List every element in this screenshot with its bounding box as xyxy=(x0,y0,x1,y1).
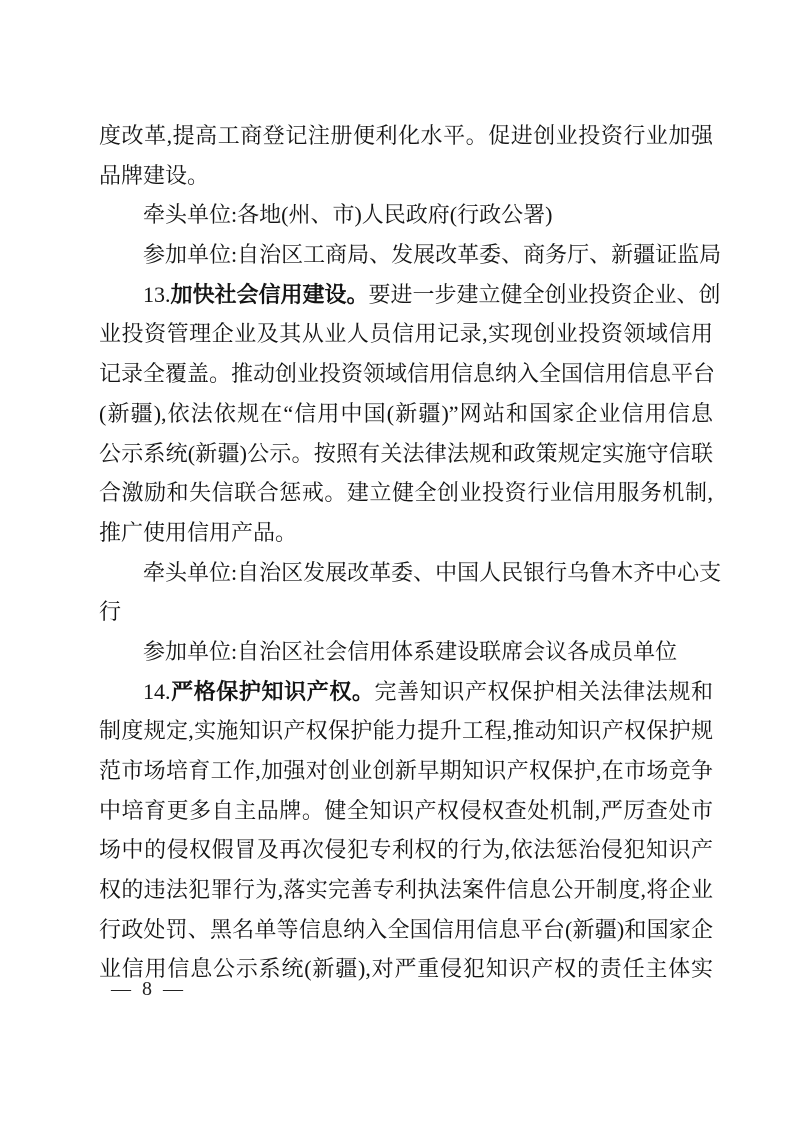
document-line: 品牌建设。 xyxy=(99,162,210,188)
document-line: 业信用信息公示系统(新疆),对严重侵犯知识产权的责任主体实 xyxy=(99,956,713,982)
page-number: — 8 — xyxy=(111,978,186,1000)
document-line: 推广使用信用产品。 xyxy=(99,519,298,545)
document-line: 场中的侵权假冒及再次侵犯专利权的行为,依法惩治侵犯知识产 xyxy=(99,837,713,863)
document-line: 范市场培育工作,加强对创业创新早期知识产权保护,在市场竞争 xyxy=(99,758,713,783)
participating-unit-line: 参加单位:自治区工商局、发展改革委、商务厅、新疆证监局 xyxy=(143,242,722,268)
document-line: 公示系统(新疆)公示。按照有关法律法规和政策规定实施守信联 xyxy=(99,440,713,466)
document-line: 制度规定,实施知识产权保护能力提升工程,推动知识产权保护规 xyxy=(99,718,713,744)
document-line: 合激励和失信联合惩戒。建立健全创业投资行业信用服务机制, xyxy=(99,480,713,506)
document-line: 权的违法犯罪行为,落实完善专利执法案件信息公开制度,将企业 xyxy=(99,877,713,903)
section-number: 14. xyxy=(143,678,171,704)
lead-unit-line: 牵头单位:各地(州、市)人民政府(行政公署) xyxy=(143,202,553,228)
lead-unit-line: 牵头单位:自治区发展改革委、中国人民银行乌鲁木齐中心支 xyxy=(143,559,722,585)
document-line: 行 xyxy=(99,599,122,625)
section-heading: 加快社会信用建设。 xyxy=(170,281,369,307)
text-block xyxy=(99,116,722,989)
section-body-text: 完善知识产权保护相关法律法规和 xyxy=(374,678,713,704)
document-line: 度改革,提高工商登记注册便利化水平。促进创业投资行业加强 xyxy=(99,123,713,148)
section-13-first-line xyxy=(99,275,721,315)
document-line: (新疆),依法依规在“信用中国(新疆)”网站和国家企业信用信息 xyxy=(99,400,713,426)
document-line: 中培育更多自主品牌。健全知识产权侵权查处机制,严厉查处市 xyxy=(99,797,713,823)
document-line: 记录全覆盖。推动创业投资领域信用信息纳入全国信用信息平台 xyxy=(99,361,716,387)
participating-unit-line: 参加单位:自治区社会信用体系建设联席会议各成员单位 xyxy=(143,638,678,664)
section-body-text: 要进一步建立健全创业投资企业、创 xyxy=(368,281,721,307)
section-number: 13. xyxy=(143,281,171,307)
section-14-first-line xyxy=(99,672,713,712)
document-line: 行政处罚、黑名单等信息纳入全国信用信息平台(新疆)和国家企 xyxy=(99,916,713,942)
document-line: 业投资管理企业及其从业人员信用记录,实现创业投资领域信用 xyxy=(99,321,713,347)
section-heading: 严格保护知识产权。 xyxy=(170,678,375,704)
